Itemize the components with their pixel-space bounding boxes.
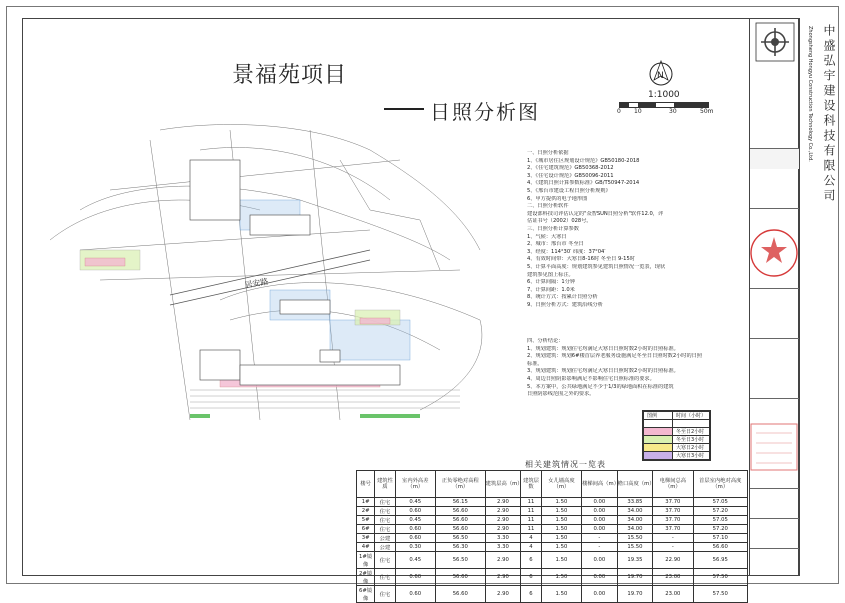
table-cell: 3.30 [485,543,521,552]
table-cell: 15.50 [617,543,653,552]
note-line: 9、日照分析方式：建筑沿线分析 [527,301,603,308]
site-plan-drawing [40,120,520,450]
scale-tick: 0 [617,108,621,115]
table-row [357,569,748,586]
legend-swatch [644,444,673,452]
table-cell: 3.30 [485,534,521,543]
table-column-header: 室内外高差（m） [395,471,435,498]
table-cell: 住宅 [375,552,395,569]
table-cell: 37.70 [653,498,693,507]
table-cell: 56.60 [435,525,485,534]
table-cell: 公建 [375,543,395,552]
title-block [749,18,800,576]
title-dash [384,108,424,110]
table-cell: 56.60 [693,543,748,552]
legend-swatch [644,420,673,428]
table-cell: 2.90 [485,552,521,569]
table-cell: 0.45 [395,516,435,525]
table-column-header: 正负零绝对高程（m） [435,471,485,498]
table-row [357,552,748,569]
table-cell: 0.00 [582,507,618,516]
table-row [357,534,748,543]
conclusion-line: 5、本方案中，公共绿地满足不少于1/3的绿地面积在标准的建筑 [527,383,674,390]
table-cell: 住宅 [375,498,395,507]
scale-ratio: 1:1000 [648,90,680,100]
table-cell: 1.50 [541,507,581,516]
conclusion-line: 标准。 [527,360,543,367]
table-cell: 11 [521,516,542,525]
table-cell: 4 [521,543,542,552]
note-line: 8、统计方式：按累计日照分析 [527,294,598,301]
table-cell: 0.60 [395,525,435,534]
building-table-title: 相关建筑情况一览表 [525,460,606,469]
table-cell: 22.90 [653,552,693,569]
table-cell: 5# [357,516,375,525]
table-cell: 56.50 [435,534,485,543]
table-cell: - [582,534,618,543]
table-cell: 住宅 [375,586,395,603]
table-cell: 23.00 [653,586,693,603]
note-line: 建筑参见图上标注。 [527,271,574,278]
note-line: 7、计算间距：1.0米 [527,286,575,293]
conclusion-line: 2、规划建筑：规划6#楼首层养老服务设施满足冬至日日照时数2小时的日照 [527,353,703,360]
legend-label: 冬至日3小时 [673,436,710,444]
table-cell: 0.60 [395,586,435,603]
scale-tick: 10 [634,108,642,115]
company-logo-icon [755,22,795,62]
conclusion-line: 4、周边日照阴影影响满足不影响住宅日照标准的要求。 [527,375,655,382]
table-row [357,498,748,507]
table-cell: 11 [521,525,542,534]
road-label: 居安路 [243,276,269,290]
company-name-cn: 中盛弘宇建设科技有限公司 [822,24,836,204]
drawing-subtitle: 日照分析图 [430,100,540,124]
table-cell: 4 [521,534,542,543]
table-cell: 2#镜像 [357,569,375,586]
table-header-row [357,471,748,498]
conclusion-line: 3、规划建筑：规划住宅均满足大寒日日照时数2小时的日照标准。 [527,368,679,375]
conclusion-line: 四、分析结论： [527,338,564,344]
legend-label [673,420,710,428]
legend-label: 冬至日2小时 [673,428,710,436]
table-cell: 公建 [375,534,395,543]
company-column [799,18,840,576]
table-cell: 15.50 [617,534,653,543]
table-cell: 57.50 [693,569,748,586]
table-cell: 57.50 [693,586,748,603]
table-cell: 56.60 [435,507,485,516]
table-cell: 1.50 [541,552,581,569]
legend-header: 图例 [644,412,673,420]
table-cell: 2.90 [485,516,521,525]
table-cell: 0.45 [395,552,435,569]
table-cell: 1.50 [541,543,581,552]
table-cell: 34.00 [617,525,653,534]
table-cell: 0.00 [582,498,618,507]
table-cell: 11 [521,498,542,507]
table-cell: 住宅 [375,516,395,525]
table-cell: 2.90 [485,586,521,603]
legend-header: 时间（小时） [673,412,710,420]
scale-tick: 50m [700,108,714,115]
legend-swatch [644,452,673,460]
note-line: 三、日照分析计算参数 [527,225,579,232]
table-column-header: 楼号 [357,471,375,498]
legend-swatch [644,436,673,444]
table-cell: 0.00 [582,525,618,534]
table-cell: - [582,543,618,552]
table-cell: 6 [521,586,542,603]
north-letter: N [657,71,664,81]
table-cell: 2.90 [485,498,521,507]
table-cell: 19.70 [617,586,653,603]
table-cell: 11 [521,507,542,516]
table-cell: 0.00 [582,586,618,603]
table-cell: 56.60 [435,586,485,603]
table-row [357,507,748,516]
note-line: 估证书号（2002）028号。 [527,218,592,225]
table-column-header: 建筑层高（m） [485,471,521,498]
conclusion-line: 日照阴影线范围之外的要求。 [527,391,595,398]
scale-tick: 30 [669,108,677,115]
table-column-header: 电梯间总高（m） [653,471,693,498]
table-row [357,543,748,552]
note-line: 3、《住宅设计规范》GB50096-2011 [527,172,614,179]
table-cell: 0.30 [395,543,435,552]
table-cell: 6 [521,569,542,586]
note-line: 4、有效时间带：大寒日8-16时 冬至日 9-15时 [527,256,635,263]
table-cell: 56.30 [435,543,485,552]
table-cell: 37.70 [653,525,693,534]
table-cell: - [653,543,693,552]
building-info-table [356,470,748,603]
table-cell: 56.60 [435,569,485,586]
table-cell: 57.20 [693,507,748,516]
scale-bar [619,102,709,108]
table-cell: 19.70 [617,569,653,586]
table-cell: 34.00 [617,507,653,516]
table-cell: 56.60 [435,516,485,525]
table-cell: 33.85 [617,498,653,507]
note-line: 6、计算间隔：1分钟 [527,279,576,286]
table-cell: 57.05 [693,516,748,525]
note-line: 一、日照分析依据 [527,150,569,156]
table-column-header: 首层室内绝对高度（m） [693,471,748,498]
table-cell: 6 [521,552,542,569]
table-cell: 57.05 [693,498,748,507]
table-column-header: 建筑性质 [375,471,395,498]
table-cell: 1# [357,498,375,507]
table-cell: 2.90 [485,525,521,534]
table-cell: 0.00 [582,569,618,586]
table-cell: 56.50 [435,552,485,569]
table-cell: 0.00 [582,516,618,525]
conclusion-line: 1、规划建筑：规划住宅均满足大寒日日照时数2小时的日照标准。 [527,345,679,352]
table-cell: 1.50 [541,516,581,525]
table-cell: 37.70 [653,516,693,525]
table-column-header: 女儿墙高度（m） [541,471,581,498]
note-line: 2、《住宅建筑规范》GB50368-2012 [527,165,614,172]
table-column-header: 檐口高度（m） [617,471,653,498]
table-cell: 23.00 [653,569,693,586]
table-row [357,586,748,603]
note-line: 1、气候：大寒日 [527,233,567,240]
table-row [357,516,748,525]
company-name-en: Zhongsheng Hongyu Construction Technology Co.,Ltd. [807,26,813,162]
table-cell: 1#镜像 [357,552,375,569]
table-cell: 57.20 [693,525,748,534]
table-cell: 56.15 [435,498,485,507]
table-cell: 56.95 [693,552,748,569]
table-cell: 34.00 [617,516,653,525]
table-cell: 19.35 [617,552,653,569]
note-line: 建设部科技司评估认定的"众智SUN日照分析"软件12.0，评 [527,210,664,217]
note-line: 3、经度：114°30′ 纬度：37°04′ [527,248,606,255]
company-seal-stamp [748,223,800,283]
legend-label: 大寒日2小时 [673,444,710,452]
note-line: 1、《城市居住区规划设计规范》GB50180-2018 [527,157,640,164]
table-cell: 0.60 [395,507,435,516]
table-cell: 0.45 [395,498,435,507]
table-cell: 住宅 [375,507,395,516]
legend-swatch [644,428,673,436]
shadow-legend [642,410,711,461]
table-cell: - [653,534,693,543]
table-cell: 4# [357,543,375,552]
note-line: 2、城市：邢台市 冬至日 [527,241,584,248]
analysis-conclusions [527,338,742,399]
table-cell: 0.60 [395,534,435,543]
table-column-header: 建筑层数 [521,471,542,498]
table-cell: 1.50 [541,525,581,534]
legend-label: 大寒日3小时 [673,452,710,460]
note-line: 5、计算平面高度：规划建筑参见建筑日照情况一览表，现状 [527,263,666,270]
table-cell: 1.50 [541,498,581,507]
table-cell: 1.50 [541,586,581,603]
table-cell: 57.10 [693,534,748,543]
table-cell: 住宅 [375,525,395,534]
table-cell: 6# [357,525,375,534]
table-cell: 2.90 [485,569,521,586]
table-cell: 住宅 [375,569,395,586]
table-cell: 1.50 [541,569,581,586]
table-row [357,525,748,534]
project-title: 景福苑项目 [232,63,348,88]
table-cell: 1.50 [541,534,581,543]
table-cell: 6#镜像 [357,586,375,603]
note-line: 二、日照分析软件 [527,203,569,210]
table-cell: 37.70 [653,507,693,516]
analysis-notes [527,150,737,309]
note-line: 4、《建筑日照计算参数标准》GB/T50947-2014 [527,180,640,187]
table-cell: 0.00 [582,552,618,569]
north-arrow-icon [646,58,676,90]
table-cell: 2.90 [485,507,521,516]
table-cell: 0.60 [395,569,435,586]
note-line: 5、《邢台市建设工程日照分析规则》 [527,187,611,194]
table-cell: 3# [357,534,375,543]
table-column-header: 楼梯间高（m） [582,471,618,498]
approval-stamp [748,418,800,478]
note-line: 6、甲方提供的电子地形图 [527,195,588,202]
table-cell: 2# [357,507,375,516]
